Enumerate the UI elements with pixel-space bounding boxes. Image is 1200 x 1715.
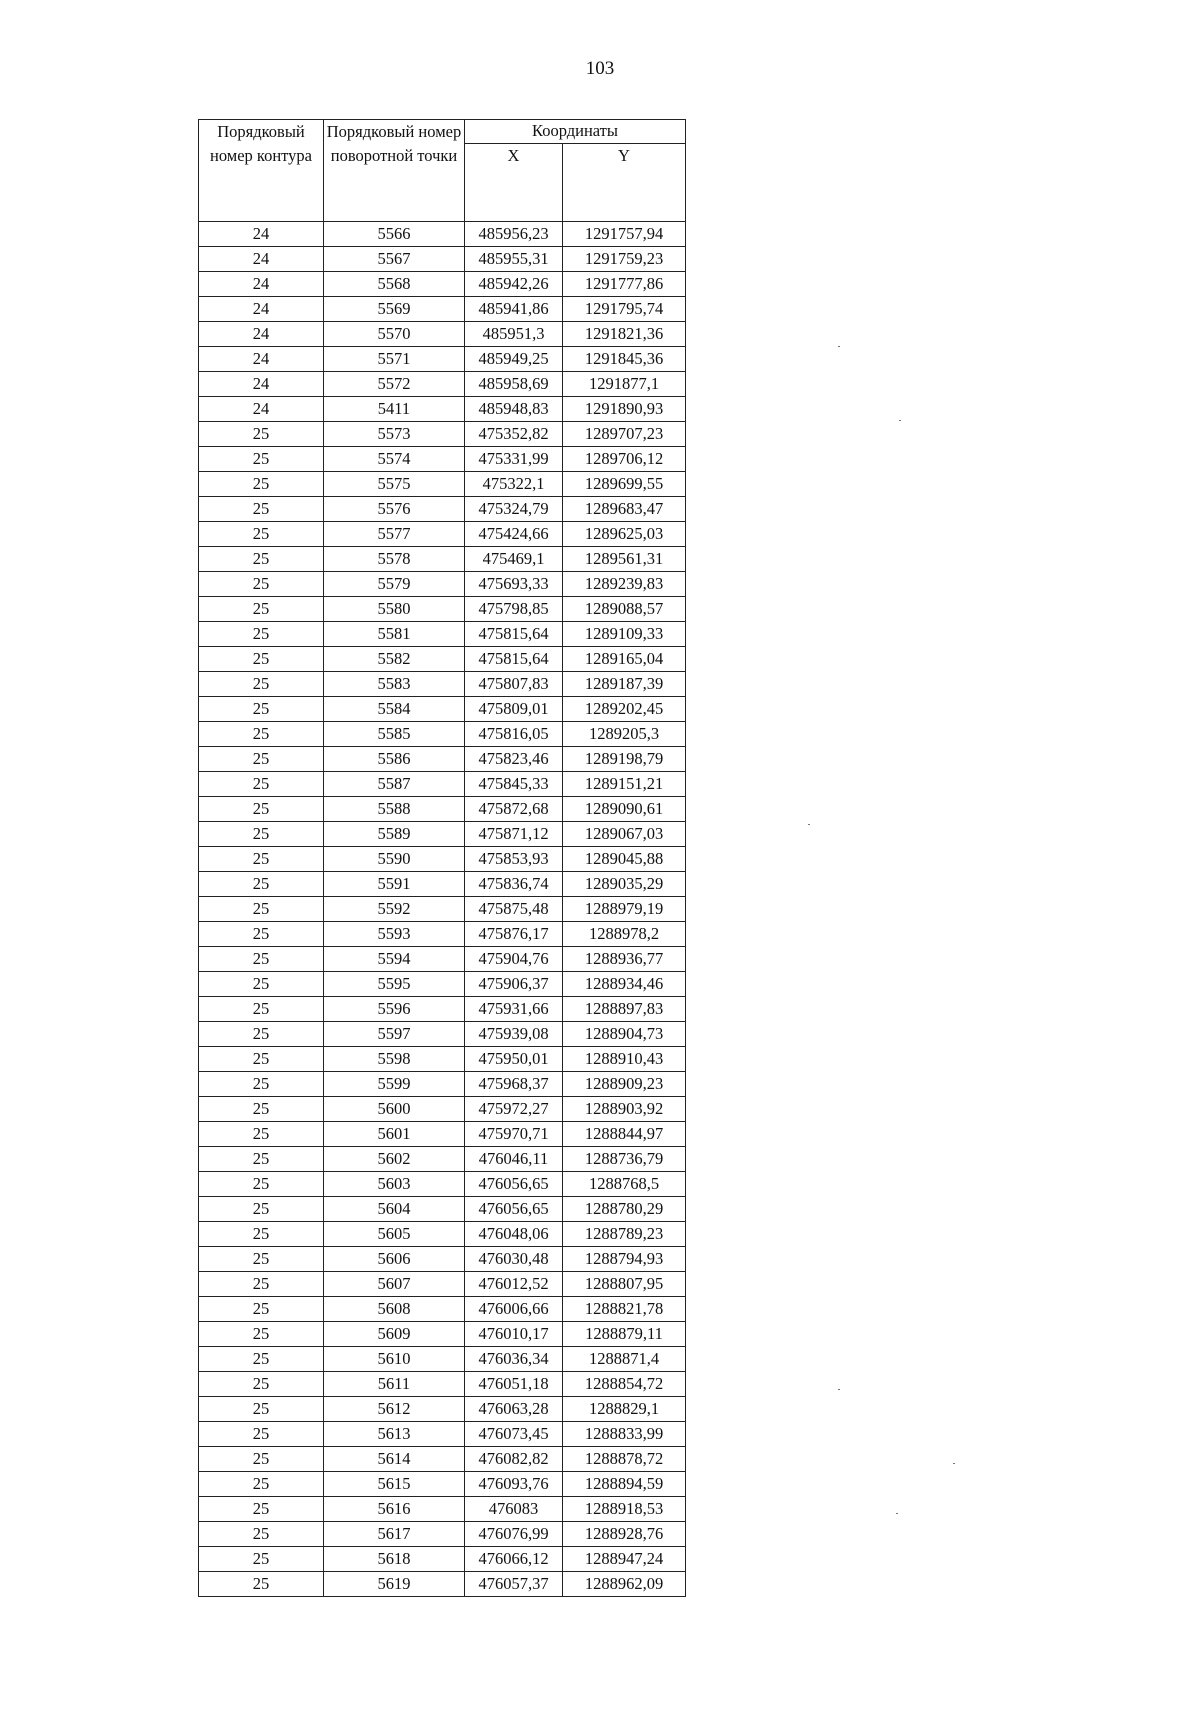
cell-point-number: 5589 bbox=[324, 822, 465, 847]
cell-y: 1288833,99 bbox=[563, 1422, 686, 1447]
cell-contour-number: 25 bbox=[199, 722, 324, 747]
cell-point-number: 5571 bbox=[324, 347, 465, 372]
cell-contour-number: 25 bbox=[199, 572, 324, 597]
page-number: 103 bbox=[585, 58, 615, 79]
table-row bbox=[199, 722, 686, 747]
cell-contour-number: 25 bbox=[199, 422, 324, 447]
table-row bbox=[199, 1572, 686, 1597]
table-row bbox=[199, 1422, 686, 1447]
cell-y: 1289165,04 bbox=[563, 647, 686, 672]
cell-x: 475809,01 bbox=[465, 697, 563, 722]
cell-point-number: 5614 bbox=[324, 1447, 465, 1472]
cell-point-number: 5567 bbox=[324, 247, 465, 272]
cell-x: 475823,46 bbox=[465, 747, 563, 772]
table-body bbox=[199, 222, 686, 1597]
cell-point-number: 5598 bbox=[324, 1047, 465, 1072]
cell-y: 1289198,79 bbox=[563, 747, 686, 772]
table-row bbox=[199, 822, 686, 847]
cell-x: 475815,64 bbox=[465, 622, 563, 647]
table-row bbox=[199, 947, 686, 972]
table-row bbox=[199, 872, 686, 897]
cell-x: 475424,66 bbox=[465, 522, 563, 547]
table-row bbox=[199, 1397, 686, 1422]
cell-point-number: 5604 bbox=[324, 1197, 465, 1222]
table-row bbox=[199, 572, 686, 597]
cell-contour-number: 25 bbox=[199, 872, 324, 897]
table-row bbox=[199, 1372, 686, 1397]
cell-point-number: 5573 bbox=[324, 422, 465, 447]
table-row bbox=[199, 1272, 686, 1297]
table-row bbox=[199, 672, 686, 697]
cell-contour-number: 25 bbox=[199, 1547, 324, 1572]
cell-contour-number: 25 bbox=[199, 1472, 324, 1497]
cell-point-number: 5576 bbox=[324, 497, 465, 522]
cell-x: 475853,93 bbox=[465, 847, 563, 872]
cell-x: 475904,76 bbox=[465, 947, 563, 972]
cell-point-number: 5568 bbox=[324, 272, 465, 297]
cell-point-number: 5578 bbox=[324, 547, 465, 572]
header-point-number: Порядковый номер поворотной точки bbox=[324, 120, 465, 222]
cell-contour-number: 25 bbox=[199, 847, 324, 872]
cell-x: 485941,86 bbox=[465, 297, 563, 322]
cell-contour-number: 25 bbox=[199, 1447, 324, 1472]
cell-x: 476076,99 bbox=[465, 1522, 563, 1547]
cell-x: 476010,17 bbox=[465, 1322, 563, 1347]
cell-y: 1288934,46 bbox=[563, 972, 686, 997]
cell-y: 1291757,94 bbox=[563, 222, 686, 247]
cell-contour-number: 25 bbox=[199, 747, 324, 772]
cell-y: 1289151,21 bbox=[563, 772, 686, 797]
cell-y: 1288928,76 bbox=[563, 1522, 686, 1547]
table-row bbox=[199, 897, 686, 922]
cell-y: 1288879,11 bbox=[563, 1322, 686, 1347]
cell-point-number: 5595 bbox=[324, 972, 465, 997]
table-row bbox=[199, 847, 686, 872]
table-row bbox=[199, 1022, 686, 1047]
cell-y: 1288821,78 bbox=[563, 1297, 686, 1322]
cell-contour-number: 25 bbox=[199, 897, 324, 922]
cell-y: 1288736,79 bbox=[563, 1147, 686, 1172]
cell-point-number: 5577 bbox=[324, 522, 465, 547]
table-row bbox=[199, 1522, 686, 1547]
cell-y: 1291759,23 bbox=[563, 247, 686, 272]
header-y: Y bbox=[563, 144, 686, 222]
table-row bbox=[199, 322, 686, 347]
cell-contour-number: 25 bbox=[199, 1147, 324, 1172]
cell-contour-number: 25 bbox=[199, 447, 324, 472]
cell-y: 1288789,23 bbox=[563, 1222, 686, 1247]
cell-y: 1291890,93 bbox=[563, 397, 686, 422]
cell-x: 476048,06 bbox=[465, 1222, 563, 1247]
table-row bbox=[199, 1097, 686, 1122]
table-row bbox=[199, 772, 686, 797]
table-row bbox=[199, 547, 686, 572]
table-row bbox=[199, 472, 686, 497]
cell-x: 476051,18 bbox=[465, 1372, 563, 1397]
cell-point-number: 5411 bbox=[324, 397, 465, 422]
cell-contour-number: 25 bbox=[199, 1422, 324, 1447]
cell-point-number: 5599 bbox=[324, 1072, 465, 1097]
table-row bbox=[199, 1347, 686, 1372]
cell-y: 1291821,36 bbox=[563, 322, 686, 347]
cell-x: 475972,27 bbox=[465, 1097, 563, 1122]
cell-y: 1288918,53 bbox=[563, 1497, 686, 1522]
cell-contour-number: 25 bbox=[199, 1572, 324, 1597]
cell-contour-number: 25 bbox=[199, 647, 324, 672]
cell-contour-number: 25 bbox=[199, 597, 324, 622]
table-row bbox=[199, 372, 686, 397]
cell-point-number: 5572 bbox=[324, 372, 465, 397]
cell-contour-number: 25 bbox=[199, 972, 324, 997]
cell-x: 485948,83 bbox=[465, 397, 563, 422]
cell-x: 475322,1 bbox=[465, 472, 563, 497]
cell-contour-number: 25 bbox=[199, 1072, 324, 1097]
table-row bbox=[199, 697, 686, 722]
cell-contour-number: 25 bbox=[199, 1197, 324, 1222]
cell-contour-number: 25 bbox=[199, 1497, 324, 1522]
cell-contour-number: 25 bbox=[199, 1397, 324, 1422]
cell-y: 1289088,57 bbox=[563, 597, 686, 622]
table-row bbox=[199, 522, 686, 547]
table-row bbox=[199, 1547, 686, 1572]
cell-contour-number: 25 bbox=[199, 1522, 324, 1547]
cell-contour-number: 25 bbox=[199, 1122, 324, 1147]
cell-contour-number: 25 bbox=[199, 1297, 324, 1322]
cell-contour-number: 25 bbox=[199, 822, 324, 847]
table-row bbox=[199, 247, 686, 272]
cell-x: 475331,99 bbox=[465, 447, 563, 472]
cell-contour-number: 25 bbox=[199, 1272, 324, 1297]
cell-point-number: 5616 bbox=[324, 1497, 465, 1522]
cell-contour-number: 25 bbox=[199, 997, 324, 1022]
cell-y: 1289707,23 bbox=[563, 422, 686, 447]
cell-point-number: 5569 bbox=[324, 297, 465, 322]
cell-point-number: 5618 bbox=[324, 1547, 465, 1572]
table-row bbox=[199, 747, 686, 772]
table-row bbox=[199, 647, 686, 672]
cell-x: 476056,65 bbox=[465, 1197, 563, 1222]
cell-x: 475469,1 bbox=[465, 547, 563, 572]
cell-x: 475931,66 bbox=[465, 997, 563, 1022]
cell-contour-number: 25 bbox=[199, 1097, 324, 1122]
cell-x: 475807,83 bbox=[465, 672, 563, 697]
cell-point-number: 5611 bbox=[324, 1372, 465, 1397]
cell-point-number: 5600 bbox=[324, 1097, 465, 1122]
table-header bbox=[199, 120, 686, 222]
cell-y: 1289187,39 bbox=[563, 672, 686, 697]
table-row bbox=[199, 597, 686, 622]
cell-point-number: 5597 bbox=[324, 1022, 465, 1047]
cell-point-number: 5581 bbox=[324, 622, 465, 647]
cell-x: 475693,33 bbox=[465, 572, 563, 597]
cell-contour-number: 25 bbox=[199, 1047, 324, 1072]
cell-contour-number: 25 bbox=[199, 1322, 324, 1347]
cell-y: 1288878,72 bbox=[563, 1447, 686, 1472]
cell-y: 1289706,12 bbox=[563, 447, 686, 472]
cell-point-number: 5617 bbox=[324, 1522, 465, 1547]
cell-y: 1288871,4 bbox=[563, 1347, 686, 1372]
cell-x: 485956,23 bbox=[465, 222, 563, 247]
table-row bbox=[199, 447, 686, 472]
header-x: X bbox=[465, 144, 563, 222]
table-row bbox=[199, 972, 686, 997]
cell-contour-number: 24 bbox=[199, 222, 324, 247]
cell-contour-number: 25 bbox=[199, 522, 324, 547]
cell-x: 476030,48 bbox=[465, 1247, 563, 1272]
cell-point-number: 5613 bbox=[324, 1422, 465, 1447]
cell-x: 476057,37 bbox=[465, 1572, 563, 1597]
table-row bbox=[199, 1147, 686, 1172]
cell-contour-number: 25 bbox=[199, 772, 324, 797]
cell-point-number: 5582 bbox=[324, 647, 465, 672]
cell-y: 1291877,1 bbox=[563, 372, 686, 397]
scan-speck bbox=[838, 1389, 840, 1390]
cell-x: 475968,37 bbox=[465, 1072, 563, 1097]
cell-point-number: 5584 bbox=[324, 697, 465, 722]
table-row bbox=[199, 1047, 686, 1072]
cell-y: 1288829,1 bbox=[563, 1397, 686, 1422]
table-row bbox=[199, 1197, 686, 1222]
scan-speck bbox=[899, 420, 901, 421]
cell-point-number: 5592 bbox=[324, 897, 465, 922]
coordinates-table bbox=[198, 119, 686, 1597]
cell-point-number: 5566 bbox=[324, 222, 465, 247]
cell-contour-number: 24 bbox=[199, 297, 324, 322]
cell-x: 475352,82 bbox=[465, 422, 563, 447]
cell-y: 1288936,77 bbox=[563, 947, 686, 972]
cell-contour-number: 25 bbox=[199, 547, 324, 572]
table-row bbox=[199, 1322, 686, 1347]
cell-y: 1288780,29 bbox=[563, 1197, 686, 1222]
cell-x: 476046,11 bbox=[465, 1147, 563, 1172]
cell-point-number: 5608 bbox=[324, 1297, 465, 1322]
table-row bbox=[199, 1222, 686, 1247]
cell-y: 1288947,24 bbox=[563, 1547, 686, 1572]
cell-contour-number: 25 bbox=[199, 1347, 324, 1372]
cell-y: 1289035,29 bbox=[563, 872, 686, 897]
cell-contour-number: 25 bbox=[199, 797, 324, 822]
cell-y: 1291777,86 bbox=[563, 272, 686, 297]
cell-point-number: 5588 bbox=[324, 797, 465, 822]
cell-y: 1288807,95 bbox=[563, 1272, 686, 1297]
cell-point-number: 5612 bbox=[324, 1397, 465, 1422]
cell-contour-number: 25 bbox=[199, 1247, 324, 1272]
cell-x: 475816,05 bbox=[465, 722, 563, 747]
cell-point-number: 5607 bbox=[324, 1272, 465, 1297]
cell-point-number: 5605 bbox=[324, 1222, 465, 1247]
cell-y: 1289045,88 bbox=[563, 847, 686, 872]
cell-y: 1289205,3 bbox=[563, 722, 686, 747]
scan-speck bbox=[896, 1513, 898, 1514]
table-row bbox=[199, 272, 686, 297]
cell-contour-number: 24 bbox=[199, 397, 324, 422]
cell-point-number: 5615 bbox=[324, 1472, 465, 1497]
cell-point-number: 5585 bbox=[324, 722, 465, 747]
cell-contour-number: 24 bbox=[199, 247, 324, 272]
cell-y: 1289683,47 bbox=[563, 497, 686, 522]
cell-x: 475324,79 bbox=[465, 497, 563, 522]
cell-y: 1289699,55 bbox=[563, 472, 686, 497]
cell-y: 1288904,73 bbox=[563, 1022, 686, 1047]
cell-x: 475950,01 bbox=[465, 1047, 563, 1072]
table-row bbox=[199, 1447, 686, 1472]
cell-y: 1289625,03 bbox=[563, 522, 686, 547]
cell-x: 485951,3 bbox=[465, 322, 563, 347]
table-row bbox=[199, 922, 686, 947]
table-row bbox=[199, 1297, 686, 1322]
cell-x: 476066,12 bbox=[465, 1547, 563, 1572]
cell-x: 476073,45 bbox=[465, 1422, 563, 1447]
table-row bbox=[199, 997, 686, 1022]
cell-x: 475815,64 bbox=[465, 647, 563, 672]
cell-x: 475798,85 bbox=[465, 597, 563, 622]
cell-contour-number: 24 bbox=[199, 372, 324, 397]
cell-y: 1288903,92 bbox=[563, 1097, 686, 1122]
cell-contour-number: 25 bbox=[199, 497, 324, 522]
table-row bbox=[199, 797, 686, 822]
table-row bbox=[199, 297, 686, 322]
cell-point-number: 5583 bbox=[324, 672, 465, 697]
cell-y: 1289202,45 bbox=[563, 697, 686, 722]
cell-y: 1291795,74 bbox=[563, 297, 686, 322]
cell-x: 476063,28 bbox=[465, 1397, 563, 1422]
cell-point-number: 5570 bbox=[324, 322, 465, 347]
cell-x: 476056,65 bbox=[465, 1172, 563, 1197]
scan-speck bbox=[808, 824, 810, 825]
cell-x: 475871,12 bbox=[465, 822, 563, 847]
cell-x: 476082,82 bbox=[465, 1447, 563, 1472]
cell-x: 485955,31 bbox=[465, 247, 563, 272]
cell-contour-number: 24 bbox=[199, 272, 324, 297]
cell-point-number: 5606 bbox=[324, 1247, 465, 1272]
cell-y: 1288910,43 bbox=[563, 1047, 686, 1072]
cell-x: 485958,69 bbox=[465, 372, 563, 397]
table-row bbox=[199, 347, 686, 372]
cell-contour-number: 25 bbox=[199, 947, 324, 972]
cell-point-number: 5586 bbox=[324, 747, 465, 772]
cell-contour-number: 25 bbox=[199, 622, 324, 647]
cell-y: 1291845,36 bbox=[563, 347, 686, 372]
table-row bbox=[199, 1247, 686, 1272]
cell-point-number: 5575 bbox=[324, 472, 465, 497]
cell-x: 476036,34 bbox=[465, 1347, 563, 1372]
cell-point-number: 5594 bbox=[324, 947, 465, 972]
cell-x: 485942,26 bbox=[465, 272, 563, 297]
cell-x: 485949,25 bbox=[465, 347, 563, 372]
cell-point-number: 5603 bbox=[324, 1172, 465, 1197]
table-row bbox=[199, 1472, 686, 1497]
cell-point-number: 5587 bbox=[324, 772, 465, 797]
table-row bbox=[199, 1072, 686, 1097]
cell-point-number: 5619 bbox=[324, 1572, 465, 1597]
cell-y: 1289561,31 bbox=[563, 547, 686, 572]
cell-x: 475875,48 bbox=[465, 897, 563, 922]
scan-speck bbox=[838, 346, 840, 347]
cell-x: 476012,52 bbox=[465, 1272, 563, 1297]
cell-contour-number: 25 bbox=[199, 922, 324, 947]
cell-x: 476083 bbox=[465, 1497, 563, 1522]
cell-x: 475970,71 bbox=[465, 1122, 563, 1147]
cell-contour-number: 25 bbox=[199, 1172, 324, 1197]
cell-x: 475906,37 bbox=[465, 972, 563, 997]
cell-point-number: 5591 bbox=[324, 872, 465, 897]
table-row bbox=[199, 1172, 686, 1197]
cell-contour-number: 24 bbox=[199, 347, 324, 372]
cell-point-number: 5590 bbox=[324, 847, 465, 872]
cell-contour-number: 25 bbox=[199, 1222, 324, 1247]
cell-point-number: 5574 bbox=[324, 447, 465, 472]
header-contour-number: Порядковый номер контура bbox=[199, 120, 324, 222]
cell-point-number: 5610 bbox=[324, 1347, 465, 1372]
cell-point-number: 5609 bbox=[324, 1322, 465, 1347]
cell-y: 1288979,19 bbox=[563, 897, 686, 922]
header-coordinates: Координаты bbox=[465, 120, 686, 144]
cell-contour-number: 24 bbox=[199, 322, 324, 347]
cell-x: 475872,68 bbox=[465, 797, 563, 822]
cell-x: 475836,74 bbox=[465, 872, 563, 897]
cell-contour-number: 25 bbox=[199, 672, 324, 697]
cell-y: 1289239,83 bbox=[563, 572, 686, 597]
table-row bbox=[199, 397, 686, 422]
cell-point-number: 5601 bbox=[324, 1122, 465, 1147]
cell-x: 476093,76 bbox=[465, 1472, 563, 1497]
cell-contour-number: 25 bbox=[199, 1022, 324, 1047]
cell-y: 1289109,33 bbox=[563, 622, 686, 647]
cell-y: 1288844,97 bbox=[563, 1122, 686, 1147]
cell-x: 475845,33 bbox=[465, 772, 563, 797]
cell-y: 1288897,83 bbox=[563, 997, 686, 1022]
cell-contour-number: 25 bbox=[199, 1372, 324, 1397]
scan-speck bbox=[953, 1463, 955, 1464]
cell-y: 1289090,61 bbox=[563, 797, 686, 822]
cell-y: 1288794,93 bbox=[563, 1247, 686, 1272]
cell-contour-number: 25 bbox=[199, 697, 324, 722]
table-row bbox=[199, 497, 686, 522]
cell-y: 1288894,59 bbox=[563, 1472, 686, 1497]
cell-point-number: 5593 bbox=[324, 922, 465, 947]
table-row bbox=[199, 422, 686, 447]
cell-x: 475939,08 bbox=[465, 1022, 563, 1047]
table-row bbox=[199, 622, 686, 647]
cell-point-number: 5596 bbox=[324, 997, 465, 1022]
cell-y: 1289067,03 bbox=[563, 822, 686, 847]
cell-y: 1288909,23 bbox=[563, 1072, 686, 1097]
cell-y: 1288978,2 bbox=[563, 922, 686, 947]
cell-point-number: 5579 bbox=[324, 572, 465, 597]
cell-y: 1288962,09 bbox=[563, 1572, 686, 1597]
table-row bbox=[199, 1497, 686, 1522]
table-row bbox=[199, 1122, 686, 1147]
cell-point-number: 5602 bbox=[324, 1147, 465, 1172]
cell-y: 1288854,72 bbox=[563, 1372, 686, 1397]
cell-point-number: 5580 bbox=[324, 597, 465, 622]
cell-x: 475876,17 bbox=[465, 922, 563, 947]
cell-x: 476006,66 bbox=[465, 1297, 563, 1322]
cell-contour-number: 25 bbox=[199, 472, 324, 497]
cell-y: 1288768,5 bbox=[563, 1172, 686, 1197]
table-row bbox=[199, 222, 686, 247]
